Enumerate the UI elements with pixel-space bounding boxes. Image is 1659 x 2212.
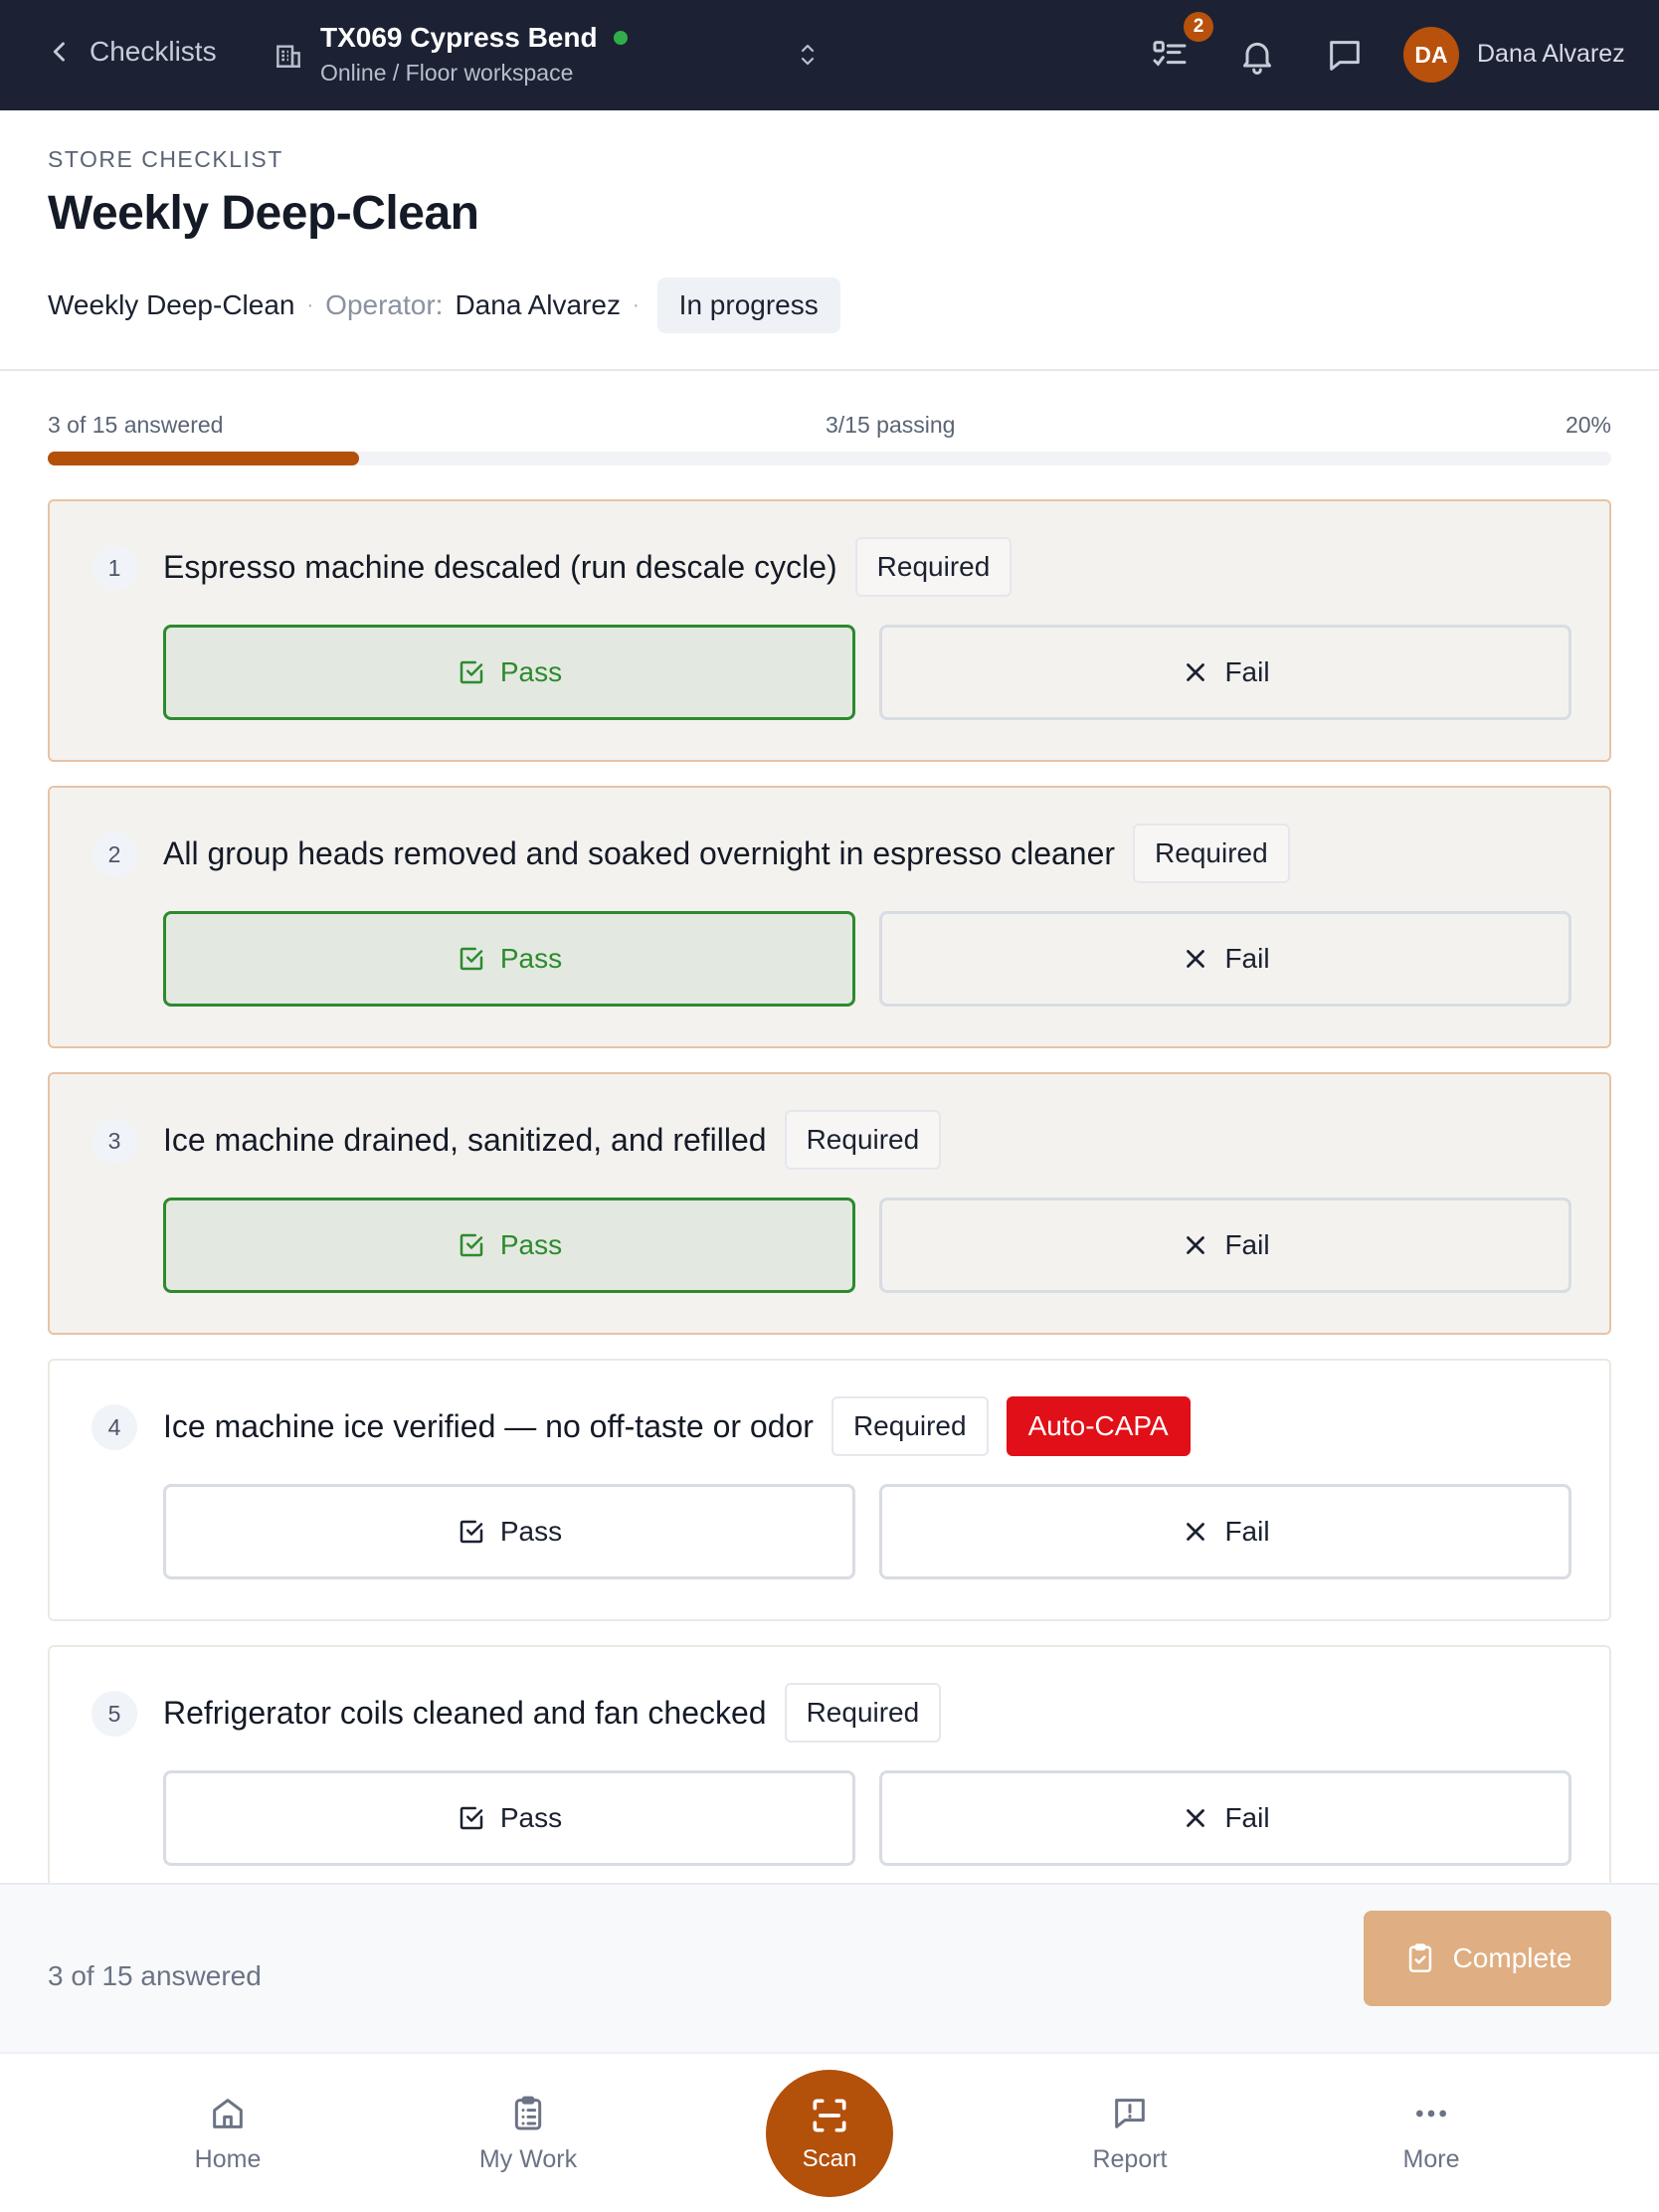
complete-label: Complete — [1452, 1942, 1572, 1973]
user-name[interactable]: Dana Alvarez — [1477, 40, 1625, 68]
item-question: All group heads removed and soaked overnight in espresso cleaner — [163, 834, 1116, 871]
fail-button[interactable] — [879, 911, 1571, 1007]
home-icon — [208, 2094, 248, 2133]
nav-more[interactable] — [1352, 2094, 1511, 2174]
meta-separator: · — [306, 293, 314, 316]
action-footer — [0, 1883, 1659, 2052]
avatar[interactable]: DA — [1403, 27, 1459, 83]
nav-my-work-label: My Work — [478, 2145, 578, 2173]
item-question-row — [163, 537, 1012, 597]
required-tag: Required — [831, 1396, 989, 1456]
nav-more-label: More — [1402, 2145, 1460, 2173]
task-list-icon[interactable] — [1150, 36, 1190, 76]
clipboard-check-icon — [1403, 1941, 1437, 1975]
progress-bar-fill — [48, 452, 359, 465]
x-icon — [1181, 657, 1210, 687]
answered-count: 3 of 15 answered — [48, 412, 224, 438]
footer-answered-count: 3 of 15 answered — [48, 1960, 262, 1991]
fail-button[interactable] — [879, 1198, 1571, 1293]
bell-icon[interactable] — [1237, 36, 1277, 76]
item-number: 1 — [92, 545, 137, 591]
pass-button[interactable] — [163, 1484, 855, 1579]
checklist-item — [48, 786, 1611, 1048]
check-square-icon — [457, 1517, 486, 1547]
back-to-checklists-button[interactable] — [46, 36, 217, 68]
store-selector[interactable] — [273, 22, 628, 87]
page-eyebrow: STORE CHECKLIST — [48, 146, 283, 172]
fail-label: Fail — [1224, 1229, 1270, 1260]
x-icon — [1181, 1803, 1210, 1833]
more-dots-icon — [1411, 2094, 1451, 2133]
item-question: Refrigerator coils cleaned and fan checked — [163, 1694, 767, 1731]
passing-count: 3/15 passing — [826, 412, 956, 438]
x-icon — [1181, 1230, 1210, 1260]
required-tag: Required — [785, 1683, 942, 1743]
store-name: TX069 Cypress Bend — [320, 22, 598, 53]
item-question: Espresso machine descaled (run descale cycle) — [163, 548, 837, 585]
fail-label: Fail — [1224, 943, 1270, 974]
status-badge: In progress — [657, 277, 840, 333]
required-tag: Required — [785, 1110, 942, 1170]
nav-my-work[interactable] — [449, 2094, 608, 2174]
pass-label: Pass — [499, 1802, 563, 1833]
meta-checklist-name: Weekly Deep-Clean — [48, 289, 295, 320]
item-question-row — [163, 824, 1290, 883]
fail-label: Fail — [1224, 1516, 1270, 1547]
top-bar — [0, 0, 1659, 110]
pass-label: Pass — [499, 943, 563, 974]
item-question: Ice machine ice verified — no off-taste or odor — [163, 1407, 814, 1444]
pass-button[interactable] — [163, 625, 855, 720]
checklist-item — [48, 499, 1611, 762]
bottom-nav — [0, 2052, 1659, 2212]
online-status-dot — [614, 31, 628, 45]
nav-scan-label: Scan — [802, 2145, 857, 2172]
checklist-item — [48, 1359, 1611, 1621]
scan-icon — [808, 2094, 851, 2137]
item-number: 4 — [92, 1404, 137, 1450]
item-number: 5 — [92, 1691, 137, 1737]
fail-label: Fail — [1224, 656, 1270, 687]
meta-separator: · — [633, 293, 640, 316]
pass-button[interactable] — [163, 1770, 855, 1866]
checklist-header — [0, 110, 1659, 371]
pass-label: Pass — [499, 1516, 563, 1547]
complete-button[interactable] — [1364, 1911, 1611, 2006]
progress-percent: 20% — [1565, 412, 1611, 438]
check-square-icon — [457, 1803, 486, 1833]
chevron-up-down-icon[interactable] — [796, 40, 820, 70]
building-icon — [273, 40, 304, 72]
check-square-icon — [457, 657, 486, 687]
store-status: Online / Floor workspace — [320, 60, 574, 86]
fail-button[interactable] — [879, 1770, 1571, 1866]
report-issue-icon — [1110, 2094, 1150, 2133]
checklist-meta — [48, 277, 840, 333]
item-question-row — [163, 1683, 941, 1743]
item-question-row — [163, 1396, 1191, 1456]
tasks-count-badge: 2 — [1184, 12, 1213, 42]
item-number: 2 — [92, 831, 137, 877]
check-square-icon — [457, 1230, 486, 1260]
back-label: Checklists — [90, 36, 217, 67]
pass-button[interactable] — [163, 1198, 855, 1293]
auto-capa-tag: Auto-CAPA — [1007, 1396, 1191, 1456]
pass-button[interactable] — [163, 911, 855, 1007]
required-tag: Required — [855, 537, 1013, 597]
meta-operator-name: Dana Alvarez — [455, 289, 621, 320]
checklist-item — [48, 1645, 1611, 1908]
fail-button[interactable] — [879, 625, 1571, 720]
item-number: 3 — [92, 1118, 137, 1164]
fail-label: Fail — [1224, 1802, 1270, 1833]
required-tag: Required — [1133, 824, 1290, 883]
item-question-row — [163, 1110, 941, 1170]
nav-report[interactable] — [1050, 2094, 1209, 2174]
pass-label: Pass — [499, 1229, 563, 1260]
check-square-icon — [457, 944, 486, 974]
nav-report-label: Report — [1092, 2145, 1168, 2173]
chat-icon[interactable] — [1325, 36, 1365, 76]
nav-scan-button[interactable] — [766, 2070, 893, 2197]
meta-operator-label: Operator: — [325, 289, 444, 320]
nav-home[interactable] — [148, 2094, 307, 2174]
item-question: Ice machine drained, sanitized, and refilled — [163, 1121, 767, 1158]
x-icon — [1181, 1517, 1210, 1547]
chevron-left-icon — [46, 38, 74, 66]
nav-home-label: Home — [194, 2145, 262, 2173]
progress-bar — [48, 452, 1611, 465]
page-title: Weekly Deep-Clean — [48, 187, 479, 240]
checklist-item — [48, 1072, 1611, 1335]
clipboard-list-icon — [508, 2094, 548, 2133]
pass-label: Pass — [499, 656, 563, 687]
x-icon — [1181, 944, 1210, 974]
fail-button[interactable] — [879, 1484, 1571, 1579]
